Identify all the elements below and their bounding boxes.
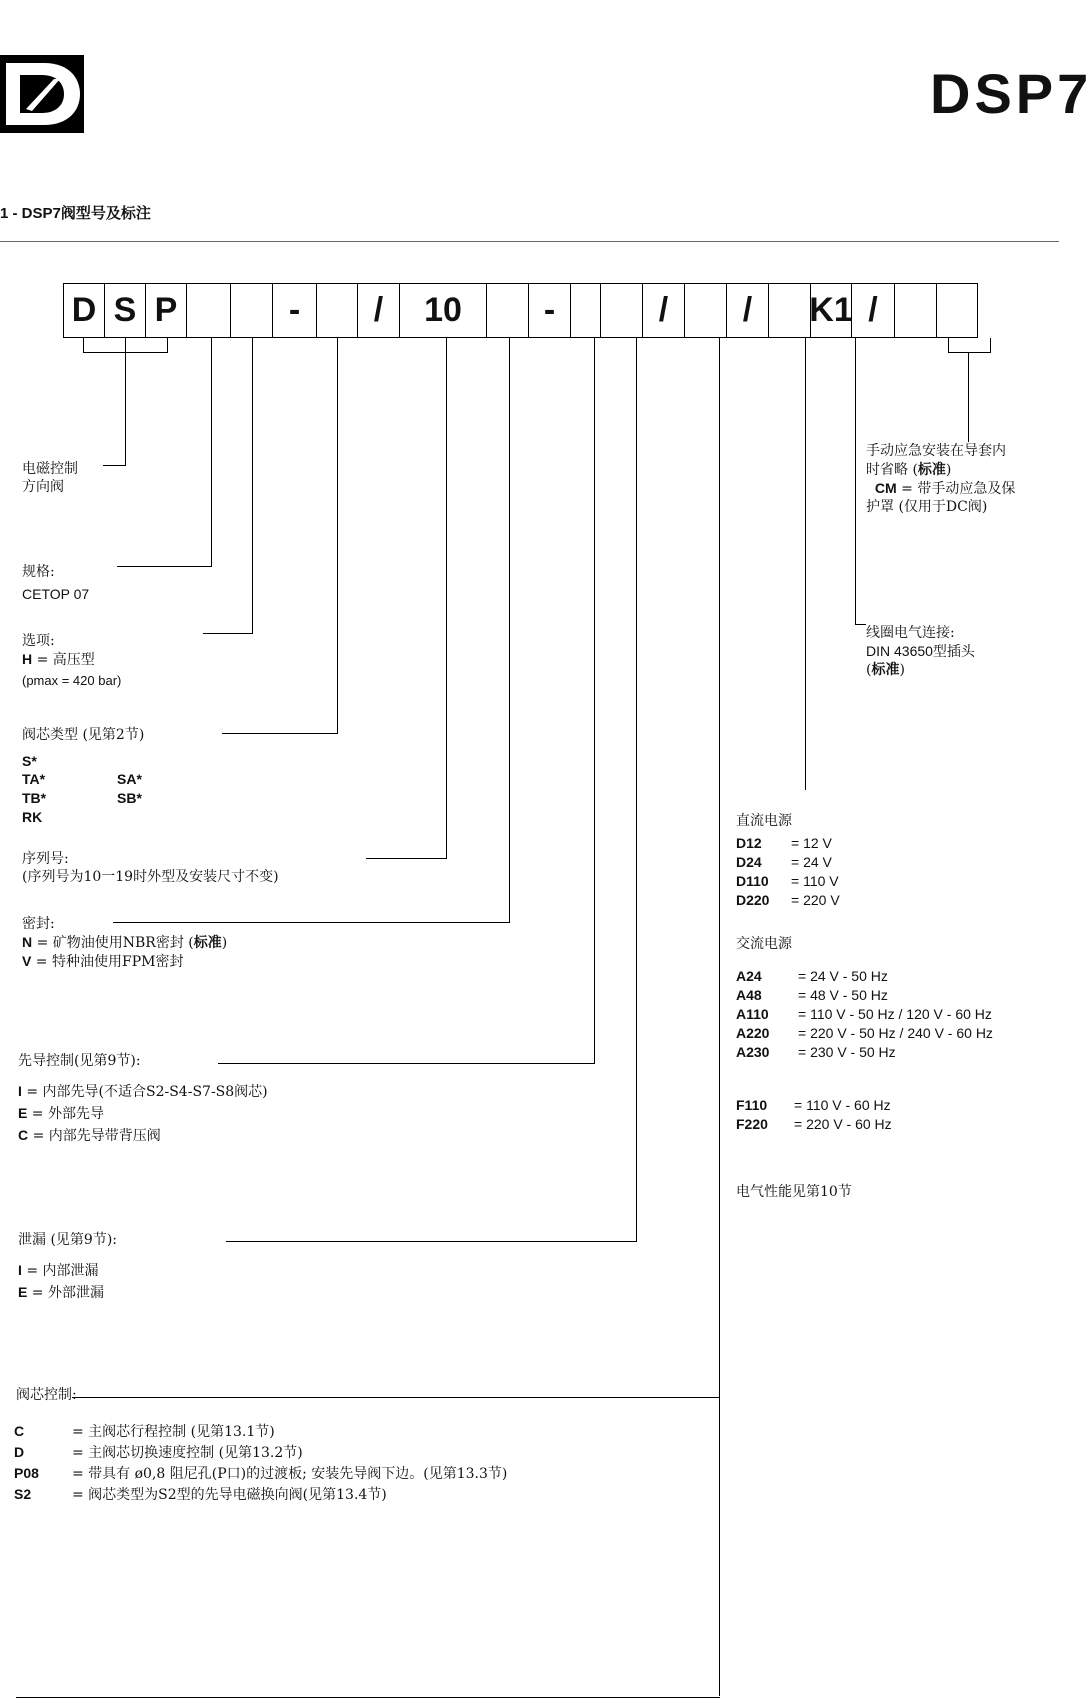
spool-type-label: 阀芯类型 (见第2节) S* TA* SA* TB* SB* RK — [22, 727, 145, 825]
electrical-note: 电气性能见第10节 — [736, 1184, 852, 1200]
code-box: K1 — [810, 283, 852, 338]
section-title: 1 - DSP7阀型号及标注 — [0, 205, 151, 222]
connector-line — [636, 338, 637, 1241]
option-label: 选项: H = 高压型 (pmax = 420 bar) — [22, 633, 122, 688]
connector-line — [337, 338, 338, 733]
connector-line — [252, 338, 253, 633]
connector-line — [125, 338, 126, 352]
manual-override-label: 手动应急安装在导套内 时省略 (标准) CM = 带手动应急及保 护罩 (仅用于DC阀) — [866, 443, 1016, 515]
connector-line — [125, 352, 126, 465]
code-box — [600, 283, 643, 338]
connector-line — [990, 338, 991, 352]
code-box — [768, 283, 811, 338]
code-box: / — [642, 283, 685, 338]
connector-line — [968, 352, 969, 442]
connector-line — [366, 858, 447, 859]
connector-line — [83, 338, 84, 352]
connector-line — [855, 624, 866, 625]
connector-line — [446, 338, 447, 858]
spool-control-list: C = 主阀芯行程控制 (见第13.1节) D = 主阀芯切换速度控制 (见第13.2节) P08 = 带具有 ø0,8 阻尼孔(P口)的过渡板; 安装先导阀下边。(见第13.3节) S2 = 阀芯类型为S2型的先导电磁换向阀(见第13.4节) — [14, 1423, 508, 1503]
ac-supply-label: 交流电源 — [736, 936, 792, 952]
code-box — [316, 283, 358, 338]
pilot-label: 先导控制(见第9节): I = 内部先导(不适合S2-S4-S7-S8阀芯) E = 外部先导 C = 内部先导带背压阀 — [18, 1053, 268, 1144]
code-box: S — [104, 283, 146, 338]
solenoid-label: 电磁控制 方向阀 — [22, 461, 78, 495]
size-label: 规格: CETOP 07 — [22, 564, 90, 602]
ac-supply-list: A24 = 24 V - 50 Hz A48 = 48 V - 50 Hz A110 = 110 V - 50 Hz / 120 V - 60 Hz A220 = 220 V - 50 Hz / 240 V - 60 Hz A230 = 230 V - 50 Hz — [736, 968, 993, 1060]
code-box: P — [145, 283, 187, 338]
connector-line — [218, 1063, 595, 1064]
dc-supply-label: 直流电源 — [736, 813, 792, 829]
connector-line — [719, 338, 720, 1398]
code-box: / — [726, 283, 769, 338]
connector-line — [948, 338, 949, 352]
connector-line — [167, 338, 168, 352]
connector-line — [211, 338, 212, 566]
spool-control-label: 阀芯控制: — [16, 1387, 77, 1403]
connector-line — [103, 465, 126, 466]
serial-label: 序列号: (序列号为10一19时外型及安装尺寸不变) — [22, 851, 279, 885]
connector-line — [222, 733, 338, 734]
code-box: / — [357, 283, 400, 338]
code-box: - — [272, 283, 317, 338]
seal-label: 密封: N = 矿物油使用NBR密封 (标准) V = 特种油使用FPM密封 — [22, 916, 228, 970]
code-box — [894, 283, 937, 338]
code-box: - — [528, 283, 571, 338]
connector-line — [805, 338, 806, 790]
connector-line — [203, 633, 253, 634]
connector-line — [226, 1241, 637, 1242]
connector-line — [72, 1397, 720, 1398]
connector-line — [509, 338, 510, 923]
code-box — [570, 283, 601, 338]
code-box — [936, 283, 978, 338]
code-box — [486, 283, 529, 338]
coil-connection-label: 线圈电气连接: DIN 43650型插头 (标准) — [866, 625, 975, 678]
code-box: D — [63, 283, 105, 338]
connector-line — [117, 566, 212, 567]
code-box: 10 — [399, 283, 487, 338]
code-box — [186, 283, 231, 338]
dc-supply-list: D12 = 12 V D24 = 24 V D110 = 110 V D220 = 220 V — [736, 835, 840, 908]
ac-60hz-list: F110 = 110 V - 60 Hz F220 = 220 V - 60 Hz — [736, 1097, 892, 1132]
section-divider — [0, 241, 1059, 242]
connector-line — [594, 338, 595, 1063]
page-title: DSP7 — [930, 62, 1092, 125]
company-logo — [0, 55, 84, 133]
connector-line — [855, 338, 856, 624]
code-box — [684, 283, 727, 338]
code-box — [230, 283, 273, 338]
code-box: / — [851, 283, 895, 338]
drain-label: 泄漏 (见第9节): I = 内部泄漏 E = 外部泄漏 — [18, 1232, 117, 1301]
connector-line — [948, 352, 991, 353]
